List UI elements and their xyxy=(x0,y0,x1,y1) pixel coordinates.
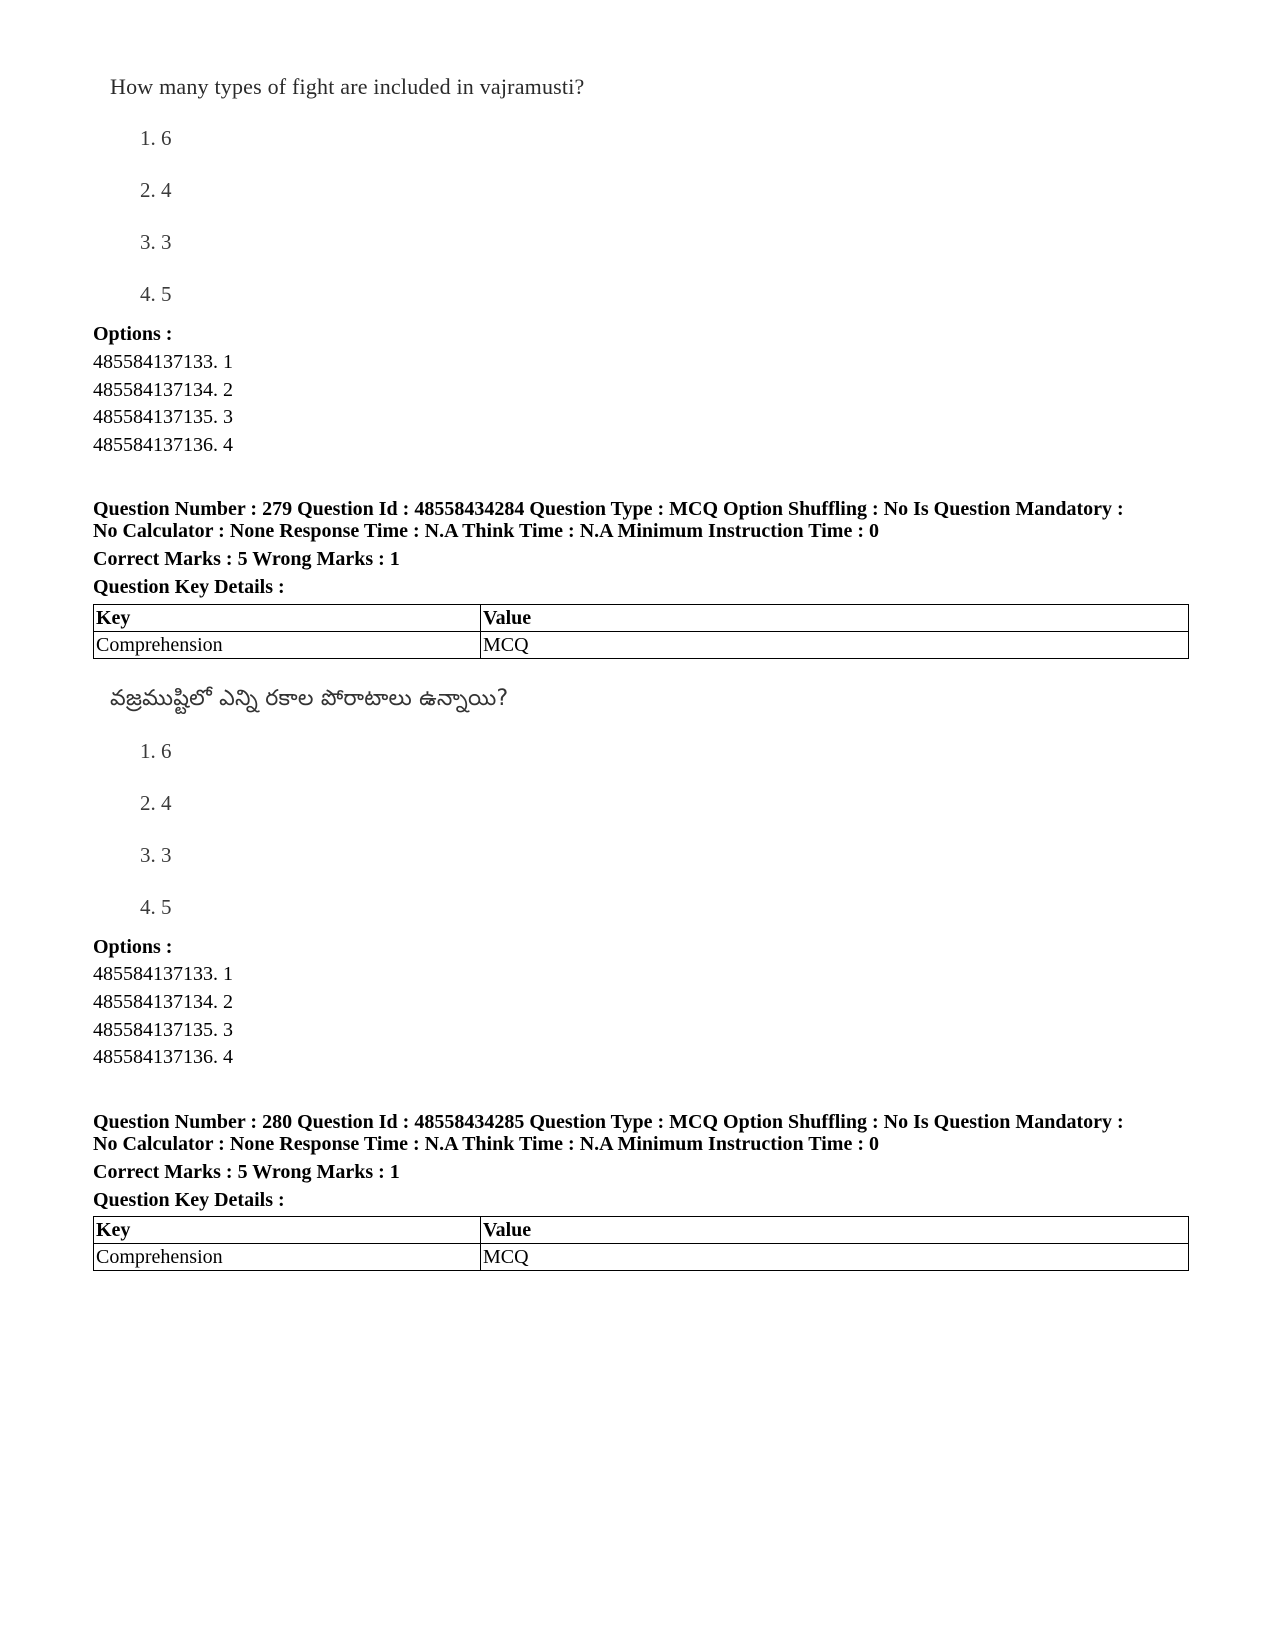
options-label: Options : xyxy=(93,936,173,958)
table-header-cell: Value xyxy=(481,605,1189,632)
options-label: Options : xyxy=(93,323,173,345)
option-line: 485584137135. 3 xyxy=(93,1019,233,1041)
key-details-table xyxy=(93,604,1189,659)
question-choice: 3. 3 xyxy=(140,230,172,254)
question-meta-line: Question Number : 279 Question Id : 48558434284 Question Type : MCQ Option Shuffling : No Is Question Mandatory : xyxy=(93,498,1124,520)
option-line: 485584137136. 4 xyxy=(93,434,233,456)
question-choice: 1. 6 xyxy=(140,739,172,763)
key-details-label: Question Key Details : xyxy=(93,576,285,598)
marks-line: Correct Marks : 5 Wrong Marks : 1 xyxy=(93,548,400,570)
table-cell: Comprehension xyxy=(94,632,481,659)
question-choice: 2. 4 xyxy=(140,791,172,815)
key-details-table xyxy=(93,1216,1189,1271)
question-meta-line: No Calculator : None Response Time : N.A Think Time : N.A Minimum Instruction Time : 0 xyxy=(93,1133,879,1155)
option-line: 485584137134. 2 xyxy=(93,379,233,401)
table-row xyxy=(94,632,1189,659)
table-header-row xyxy=(94,1217,1189,1244)
table-header-cell: Value xyxy=(481,1217,1189,1244)
question-choice: 1. 6 xyxy=(140,126,172,150)
table-header-cell: Key xyxy=(94,1217,481,1244)
option-line: 485584137136. 4 xyxy=(93,1046,233,1068)
table-row xyxy=(94,1244,1189,1271)
option-line: 485584137133. 1 xyxy=(93,351,233,373)
question-choice: 2. 4 xyxy=(140,178,172,202)
question-choice: 4. 5 xyxy=(140,282,172,306)
question-meta-line: No Calculator : None Response Time : N.A Think Time : N.A Minimum Instruction Time : 0 xyxy=(93,520,879,542)
question-meta-line: Question Number : 280 Question Id : 48558434285 Question Type : MCQ Option Shuffling : No Is Question Mandatory : xyxy=(93,1111,1124,1133)
table-cell: Comprehension xyxy=(94,1244,481,1271)
table-header-row xyxy=(94,605,1189,632)
key-details-label: Question Key Details : xyxy=(93,1189,285,1211)
option-line: 485584137133. 1 xyxy=(93,963,233,985)
question-choice: 3. 3 xyxy=(140,843,172,867)
table-header-cell: Key xyxy=(94,605,481,632)
marks-line: Correct Marks : 5 Wrong Marks : 1 xyxy=(93,1161,400,1183)
question-text-english: How many types of fight are included in vajramusti? xyxy=(110,74,585,99)
option-line: 485584137134. 2 xyxy=(93,991,233,1013)
question-text-telugu: వజ్రముష్టిలో ఎన్ని రకాల పోరాటాలు ఉన్నాయి? xyxy=(110,686,509,711)
question-choice: 4. 5 xyxy=(140,895,172,919)
table-cell: MCQ xyxy=(481,1244,1189,1271)
option-line: 485584137135. 3 xyxy=(93,406,233,428)
table-cell: MCQ xyxy=(481,632,1189,659)
